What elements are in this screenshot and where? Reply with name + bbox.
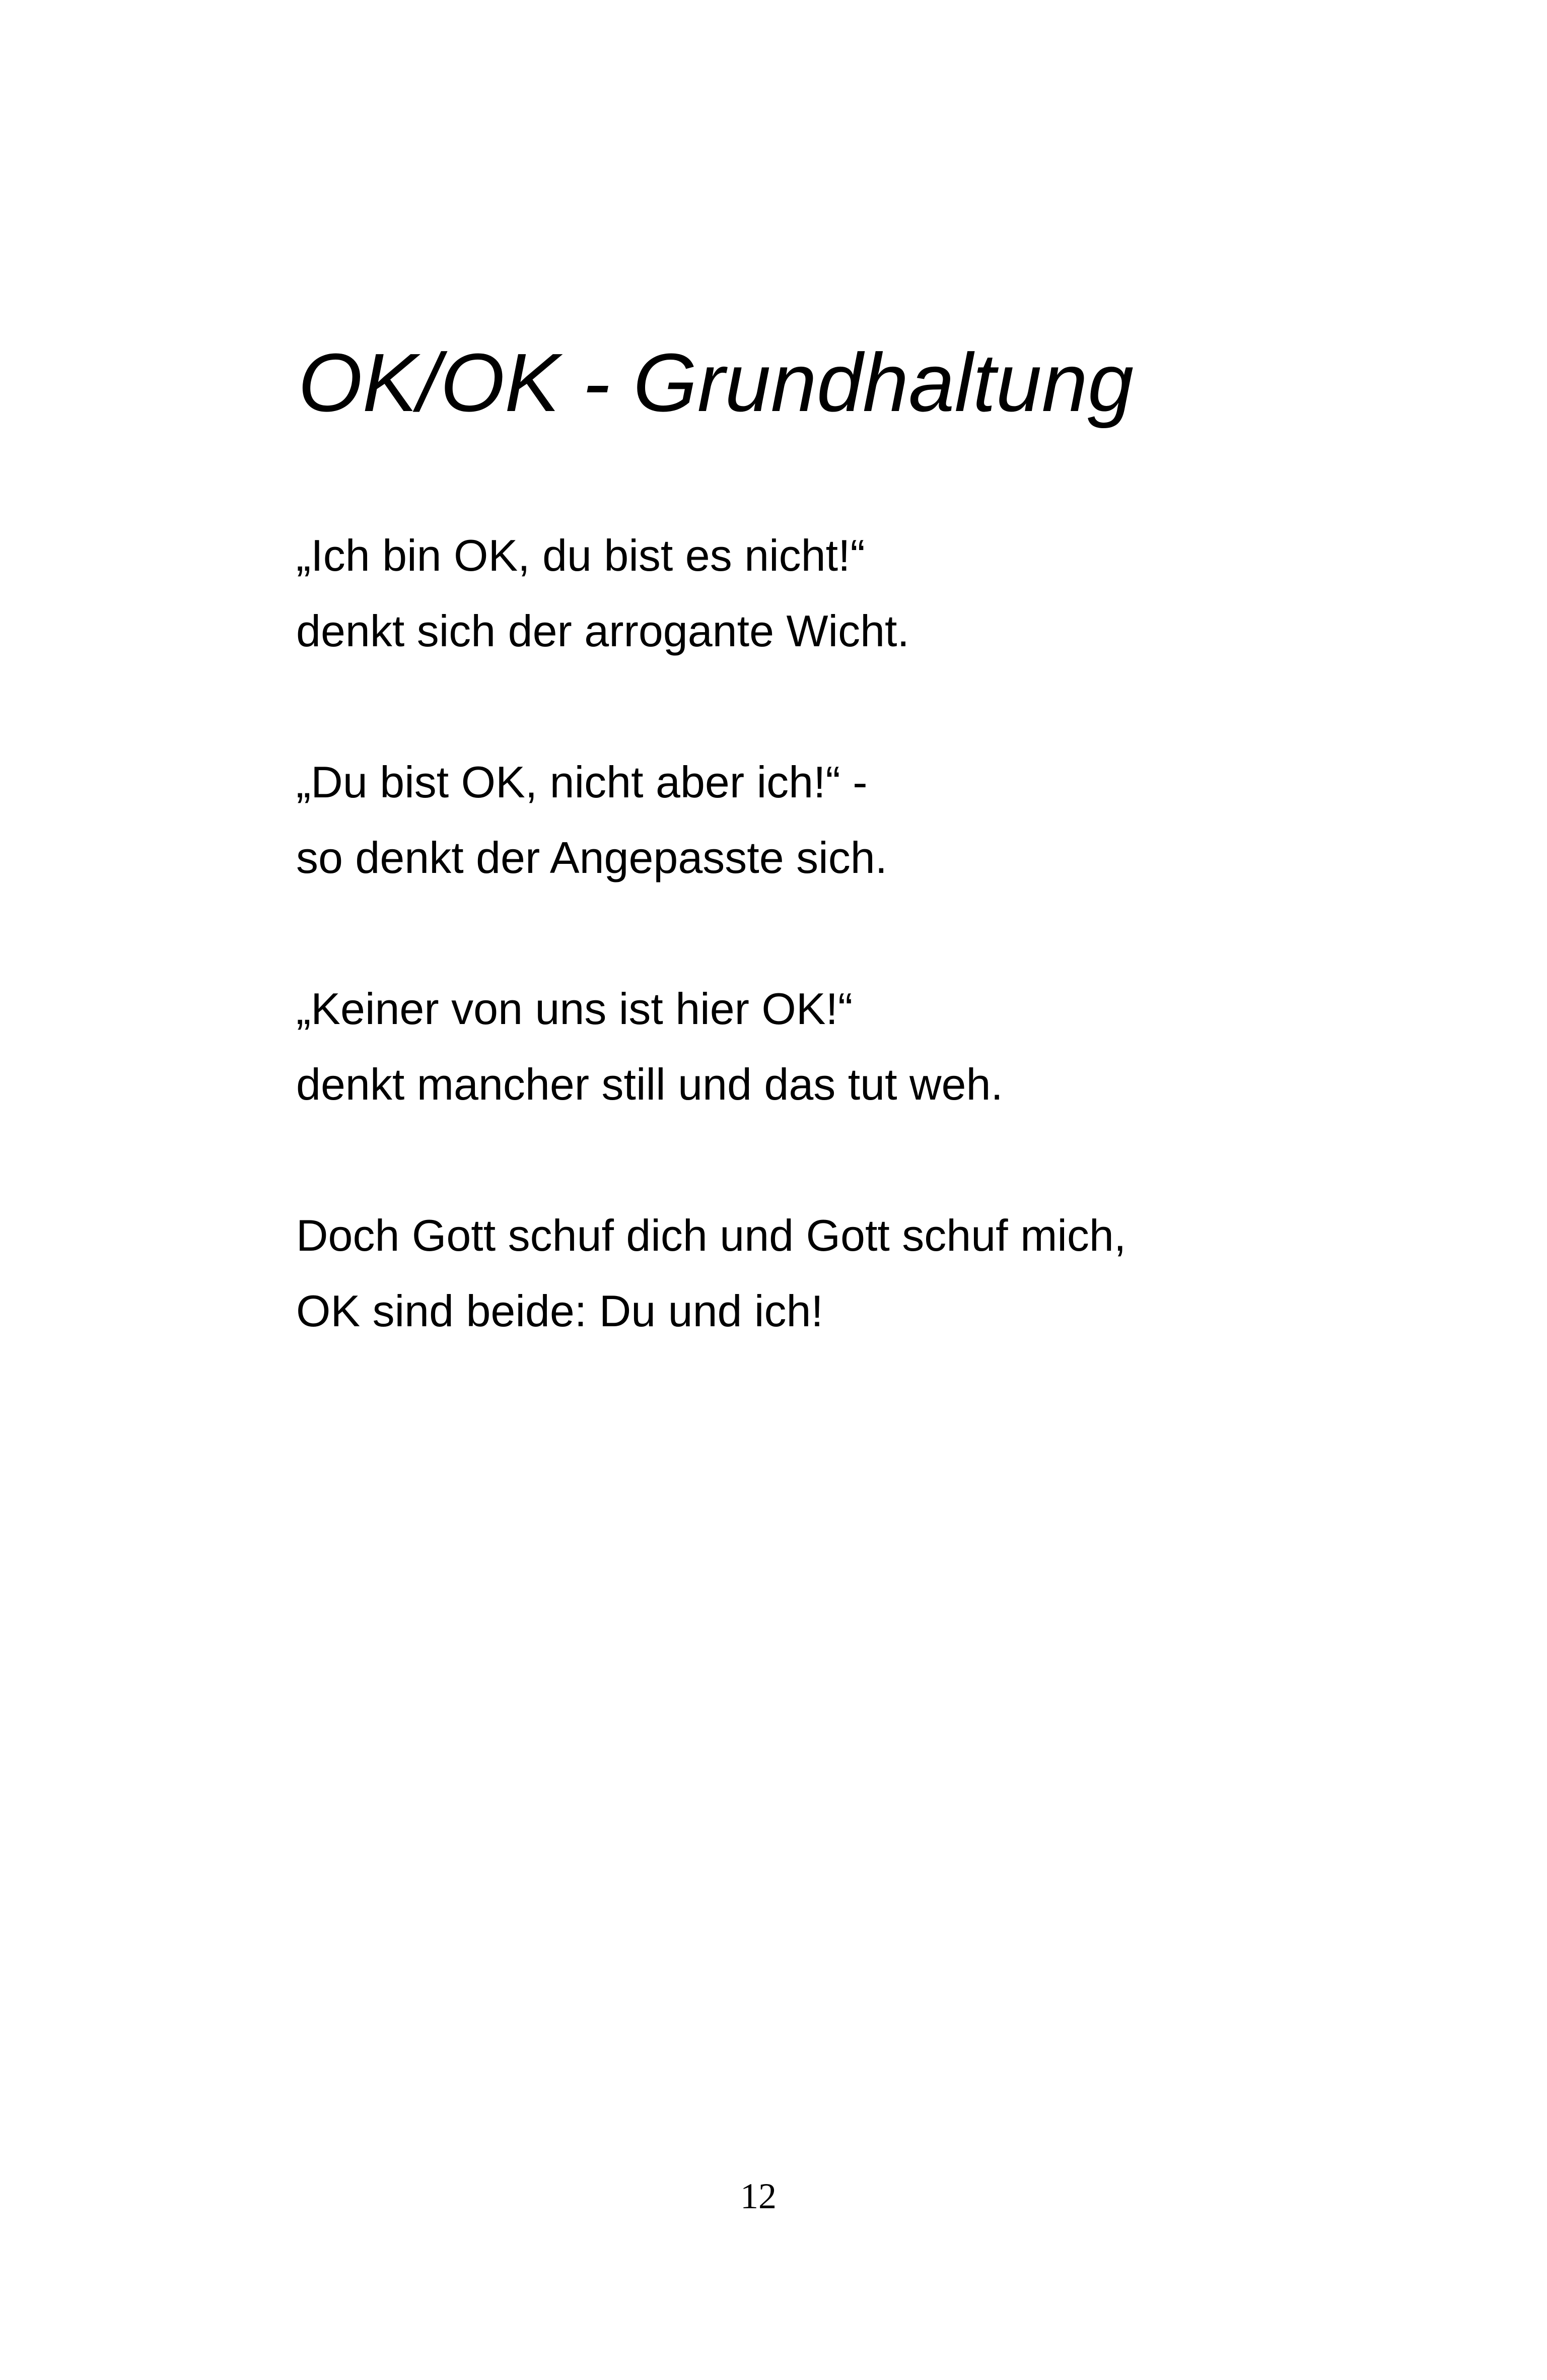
stanza-4 (296, 1198, 1126, 1349)
poem-line: „Ich bin OK, du bist es nicht!“ (296, 530, 865, 580)
page-number: 12 (740, 2176, 777, 2216)
poem-line: OK sind beide: Du und ich! (296, 1286, 823, 1336)
poem-line: „Du bist OK, nicht aber ich!“ - (296, 757, 868, 807)
poem-body (296, 518, 1126, 1424)
stanza-3 (296, 971, 1126, 1122)
poem-title: OK/OK - Grundhaltung (298, 336, 1134, 429)
poem-line: Doch Gott schuf dich und Gott schuf mich, (296, 1210, 1127, 1260)
poem-line: denkt sich der arrogante Wicht. (296, 606, 909, 656)
stanza-2 (296, 744, 1126, 896)
stanza-1 (296, 518, 1126, 669)
poem-line: denkt mancher still und das tut weh. (296, 1059, 1003, 1109)
poem-line: so denkt der Angepasste sich. (296, 833, 888, 882)
poem-line: „Keiner von uns ist hier OK!“ (296, 984, 853, 1034)
